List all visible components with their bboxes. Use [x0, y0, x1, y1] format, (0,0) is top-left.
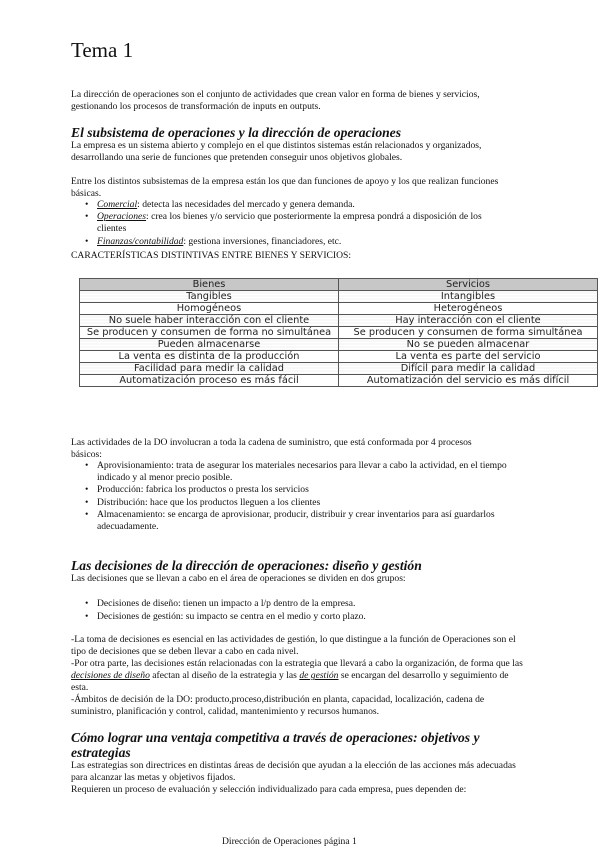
cell: Facilidad para medir la calidad — [80, 363, 339, 375]
table-header-services: Servicios — [339, 279, 598, 291]
cell: Difícil para medir la calidad — [339, 363, 598, 375]
decision-types-list — [75, 598, 515, 623]
table-caption: CARACTERÍSTICAS DISTINTIVAS ENTRE BIENES Y SERVICIOS: — [71, 250, 352, 261]
supply-paragraph: Las actividades de la DO involucran a toda la cadena de suministro, que está conformada por 4 procesos básicos: — [71, 437, 472, 461]
list-item: • Decisiones de diseño: tienen un impacto a l/p dentro de la empresa. — [75, 598, 515, 610]
list-item: • Aprovisionamiento: trata de asegurar los materiales necesarios para llevar a cabo la actividad, en el tiempo indicado y al menor precio posible. — [75, 460, 515, 484]
term: Comercial — [97, 199, 138, 210]
table-row — [80, 327, 598, 339]
item-text: : detecta las necesidades del mercado y genera demanda. — [137, 199, 355, 210]
list-item: • Almacenamiento: se encarga de aprovisionar, producir, distribuir y crear inventarios para así guardarlos adecuadamente. — [75, 509, 515, 533]
goods-services-table — [79, 278, 598, 387]
term-design-decisions: decisiones de diseño — [71, 670, 150, 682]
section3-paragraph-1: Las estrategias son directrices en distintas áreas de decisión que ayudan a la elección de las acciones más adecuadas para alcanzar las metas y objetivos fijados. — [71, 760, 516, 784]
list-item — [75, 199, 495, 211]
subsystem-list — [75, 199, 495, 248]
cell: No suele haber interacción con el cliente — [80, 315, 339, 327]
table-row — [80, 351, 598, 363]
cell: Pueden almacenarse — [80, 339, 339, 351]
text: afectan al diseño de la estrategia y las — [149, 670, 300, 682]
table-row — [80, 291, 598, 303]
cell: La venta es distinta de la producción — [80, 351, 339, 363]
supply-process-list — [75, 460, 515, 533]
table-row — [80, 315, 598, 327]
table-row — [80, 303, 598, 315]
table-row — [80, 339, 598, 351]
cell: La venta es parte del servicio — [339, 351, 598, 363]
list-item — [75, 211, 495, 235]
term: Finanzas/contabilidad — [97, 235, 184, 247]
list-item: • Producción: fabrica los productos o presta los servicios — [75, 484, 515, 496]
cell: Hay interacción con el cliente — [339, 315, 598, 327]
section2-paragraph-1: Las decisiones que se llevan a cabo en el área de operaciones se dividen en dos grupos: — [71, 573, 406, 584]
cell: Heterogéneos — [339, 303, 598, 315]
cell: Intangibles — [339, 291, 598, 303]
table-row — [80, 375, 598, 387]
cell: Homogéneos — [80, 303, 339, 315]
list-item — [75, 236, 495, 248]
item-text: : crea los bienes y/o servicio que posteriormente la empresa pondrá a disposición de los clientes — [97, 211, 482, 235]
list-item: • Distribución: hace que los productos lleguen a los clientes — [75, 497, 515, 509]
cell: No se pueden almacenar — [339, 339, 598, 351]
section2-heading: Las decisiones de la dirección de operaciones: diseño y gestión — [71, 558, 422, 573]
cell: Se producen y consumen de forma simultánea — [339, 327, 598, 339]
item-text: : gestiona inversiones, financiadores, etc. — [183, 235, 342, 247]
section2-paragraph-3 — [71, 658, 526, 695]
text: -Por otra parte, las decisiones están relacionadas con la estrategia que llevará a cabo la organización, de forma que las — [71, 658, 523, 669]
cell: Automatización del servicio es más difícil — [339, 375, 598, 387]
text: se encargan del desarrollo y seguimiento de esta. — [71, 670, 509, 694]
table-row — [80, 363, 598, 375]
cell: Tangibles — [80, 291, 339, 303]
term: Operaciones — [97, 211, 147, 223]
cell: Automatización proceso es más fácil — [80, 375, 339, 387]
section3-paragraph-2: Requieren un proceso de evaluación y selección individualizado para cada empresa, pues dependen de: — [71, 784, 467, 795]
section1-paragraph-1: La empresa es un sistema abierto y complejo en el que distintos sistemas están relacionados y organizados, desarrollando una serie de funciones que pretenden conseguir unos objetivos globales. — [71, 140, 482, 164]
term-management-decisions: de gestión — [299, 670, 339, 682]
section3-heading: Cómo lograr una ventaja competitiva a través de operaciones: objetivos y estrategias — [71, 730, 480, 760]
cell: Se producen y consumen de forma no simultánea — [80, 327, 339, 339]
page-title: Tema 1 — [71, 38, 134, 62]
list-item: • Decisiones de gestión: su impacto se centra en el medio y corto plazo. — [75, 611, 515, 623]
section1-heading: El subsistema de operaciones y la dirección de operaciones — [71, 125, 401, 140]
table-header-goods: Bienes — [80, 279, 339, 291]
section1-paragraph-2: Entre los distintos subsistemas de la empresa están los que dan funciones de apoyo y los que realizan funciones básicas. — [71, 176, 499, 200]
intro-paragraph: La dirección de operaciones son el conjunto de actividades que crean valor en forma de bienes y servicios, gestionando los procesos de transformación de inputs en outputs. — [71, 89, 480, 113]
section2-paragraph-2: -La toma de decisiones es esencial en las actividades de gestión, lo que distingue a la función de Operaciones son el tipo de decisiones que se deben llevar a cabo en cada nivel. — [71, 634, 516, 658]
page-footer: Dirección de Operaciones página 1 — [222, 836, 357, 847]
section2-paragraph-4: -Ámbitos de decisión de la DO: producto,proceso,distribución en planta, capacidad, localización, cadena de suministro, planificación y control, calidad, mantenimiento y recursos humanos. — [71, 694, 485, 718]
